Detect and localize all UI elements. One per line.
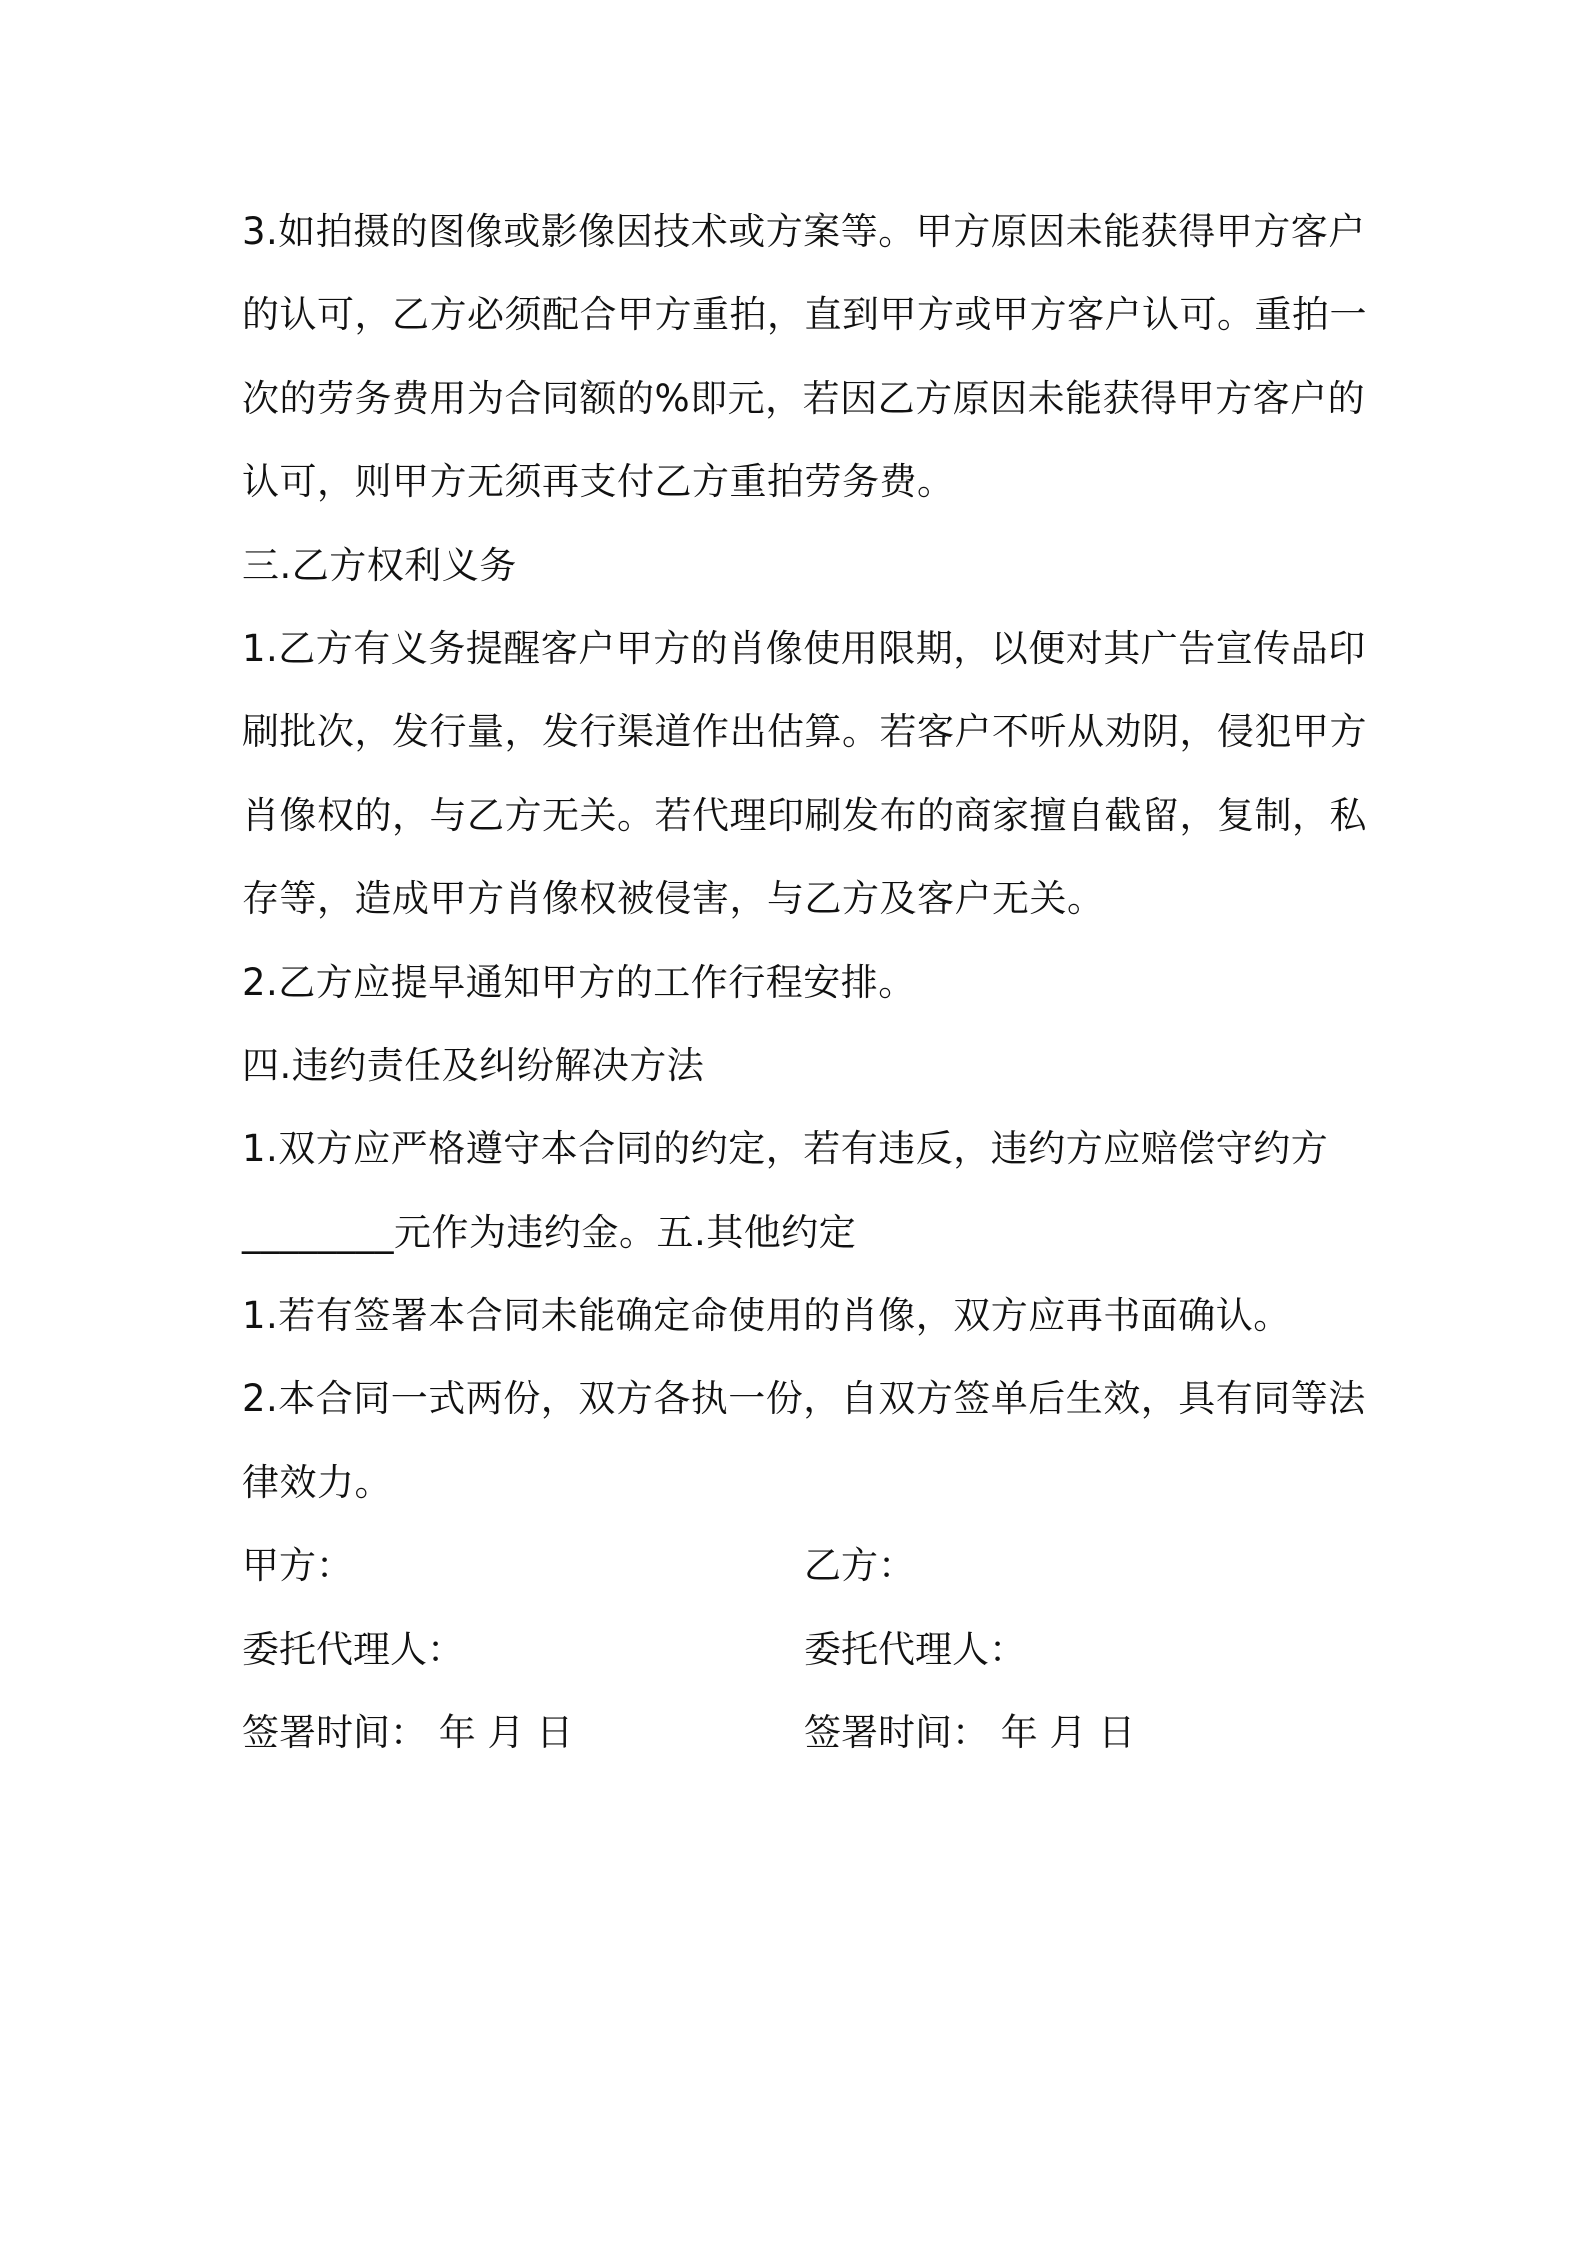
party-a-label: 甲方：: [242, 1544, 353, 1588]
signature-row-date: [242, 1691, 1357, 1774]
party-b-label: 乙方：: [804, 1544, 915, 1588]
text-line: 1.若有签署本合同未能确定命使用的肖像，双方应再书面确认。: [242, 1294, 1291, 1338]
signature-row-agent: [242, 1608, 1357, 1691]
party-b-date: 签署时间： 年 月 日: [804, 1711, 1136, 1755]
text-line: 2.本合同一式两份，双方各执一份，自双方签单后生效，具有同等法: [242, 1377, 1366, 1421]
section-heading: 四.违约责任及纠纷解决方法: [242, 1043, 705, 1087]
text-line: ________元作为违约金。五.其他约定: [242, 1210, 857, 1254]
text-line: 3.如拍摄的图像或影像因技术或方案等。甲方原因未能获得甲方客户: [242, 210, 1366, 253]
party-a-date: 签署时间： 年 月 日: [242, 1711, 574, 1755]
text-line: 1.双方应严格遵守本合同的约定，若有违反，违约方应赔偿守约方: [242, 1127, 1329, 1171]
text-line: 2.乙方应提早通知甲方的工作行程安排。: [242, 960, 916, 1004]
section-heading: 三.乙方权利义务: [242, 543, 517, 587]
text-line: 认可，则甲方无须再支付乙方重拍劳务费。: [242, 460, 955, 504]
text-line: 存等，造成甲方肖像权被侵害，与乙方及客户无关。: [242, 877, 1105, 921]
party-b-agent: 委托代理人：: [804, 1627, 1026, 1671]
text-line: 肖像权的，与乙方无关。若代理印刷发布的商家擅自截留，复制，私: [242, 793, 1367, 837]
text-line: 的认可，乙方必须配合甲方重拍，直到甲方或甲方客户认可。重拍一: [242, 293, 1367, 337]
party-a-agent: 委托代理人：: [242, 1627, 464, 1671]
text-line: 次的劳务费用为合同额的%即元，若因乙方原因未能获得甲方客户的: [242, 376, 1366, 420]
signature-row-party: [242, 1524, 1357, 1607]
text-line: 律效力。: [242, 1460, 392, 1504]
document-page: [242, 190, 1367, 1774]
text-line: 1.乙方有义务提醒客户甲方的肖像使用限期，以便对其广告宣传品印: [242, 626, 1366, 670]
text-line: 刷批次，发行量，发行渠道作出估算。若客户不听从劝阴，侵犯甲方: [242, 710, 1367, 754]
